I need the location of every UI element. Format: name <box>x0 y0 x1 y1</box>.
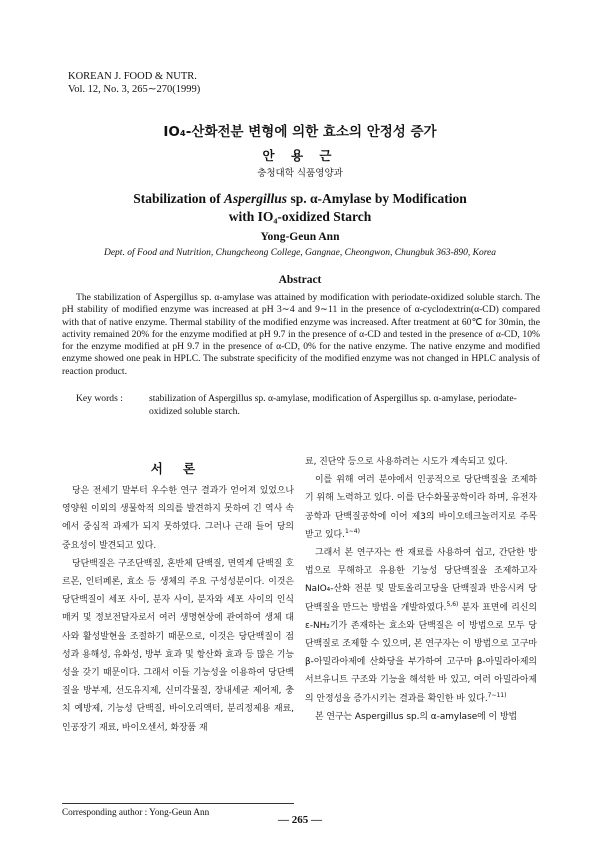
english-affiliation: Dept. of Food and Nutrition, Chungcheong College, Gangnae, Cheongwon, Chungbuk 363-890, Korea <box>103 248 497 258</box>
abstract-heading: Abstract <box>278 274 322 286</box>
intro-paragraph-3-text: 이를 위해 여러 분야에서 인공적으로 당단백질을 조제하기 위해 노력하고 있다. 이를 단수화물공학이라 하며, 유전자공학과 단백질공학에 이어 제3의 바이오테크놀러지로 주목받고 있다. <box>305 475 537 540</box>
korean-affiliation: 충청대학 식품영양과 <box>257 168 343 179</box>
english-title-part1: Stabilization of <box>133 191 225 206</box>
korean-title: IO₄-산화전분 변형에 의한 효소의 안정성 증가 <box>163 124 437 140</box>
reference-marker: 7∼11) <box>487 691 507 699</box>
intro-paragraph-4-text-b: 분자 표면에 리신의 ε-NH₂기가 존재하는 효소와 단백질은 이 방법으로 모두 당단백질로 조제할 수 있으며, 본 연구자는 이 방법으로 고구마 β-아밀라아제에 산화당을 부가하여 고구마 β-아밀라아제의 서브유니트 구조와 기능을 해석한 바 있고, 여러 아밀라아제의 안정성을 증가시키는 결과를 확인한 바 있다. <box>305 602 537 704</box>
corresponding-author: Corresponding author : Yong-Geun Ann <box>62 807 210 817</box>
right-column <box>305 453 537 726</box>
korean-author: 안 용 근 <box>262 148 338 163</box>
english-author: Yong-Geun Ann <box>260 231 340 243</box>
english-title-part2: sp. α-Amylase by Modification <box>287 191 467 206</box>
intro-paragraph-2: 당단백질은 구조단백질, 혼반체 단백질, 면역계 단백질 호르몬, 인터페론, 효소 등 생체의 주요 구성성분이다. 이것은 당단백질이 세포 사이, 분자 사이, 분자와 세포 사이의 인식매커 및 정보전달자로서 여러 생명현상에 관여하여 생체 대사와 활성발현을 조절하기 때문으로, 이것은 당단백질이 점성과 용해성, 유화성, 방부 효과 및 항산화 효과 등 많은 기능성을 갖기 때문이다. 그래서 이들 기능성을 이용하여 당단백질을 방부제, 선도유지제, 신미각물질, 장내세균 제어제, 충치 예방제, 기능성 단백질, 바이오리액터, 분리정제용 재료, 인공장기 재료, 바이오센서, 화장품 재 <box>62 558 294 733</box>
english-title-genus: Aspergillus <box>224 191 288 206</box>
reference-marker: 5,6) <box>446 600 459 608</box>
journal-volume: Vol. 12, No. 3, 265∼270(1999) <box>68 84 201 95</box>
intro-paragraph-3 <box>305 471 537 544</box>
reference-marker: 1∼4) <box>344 527 360 535</box>
footnote-divider <box>62 803 294 804</box>
abstract-text: The stabilization of Aspergillus sp. α-amylase was attained by modification with periodate-oxidized soluble starch. The pH stability of modified enzyme was increased at pH 3∼4 and 9∼11 in the presence of α-cyclodextrin(α-CD) compared with that of native enzyme. Thermal stability of the modified enzyme was increased. After treatment at 60℃ for 30min, the activity remained 20% for the enzyme modified at pH 9.7 in the presence of α-CD and tested in the presence of α-CD, 10% for the enzyme modified at pH 9.7 in the presence of α-CD, 0% for the native enzyme. The native enzyme and modified enzyme showed one peak in HPLC. The substrate specificity of the modified enzyme was not changed in HPLC analysis of reaction product. <box>62 292 540 377</box>
intro-paragraph-1: 당은 전세기 말부터 우수한 연구 결과가 얻어져 있었으나 영양원 이외의 생물학적 의의를 발견하지 못하여 긴 역사 속에서 중심적 과제가 되지 못하였다. 그러나 근래 들어 당의 중요성이 발견되고 있다. <box>62 486 294 551</box>
english-title-line2: with IO₄-oxidized Starch <box>228 209 372 224</box>
intro-paragraph-2-continued: 료, 진단약 등으로 사용하려는 시도가 계속되고 있다. <box>305 457 508 467</box>
section-heading-introduction: 서 론 <box>150 461 204 476</box>
intro-paragraph-4 <box>305 544 537 708</box>
journal-citation <box>68 70 200 96</box>
keywords-text: stabilization of Aspergillus sp. α-amylase, modification of Aspergillus sp. α-amylase, periodate-oxidized soluble starch. <box>149 393 517 417</box>
left-column <box>62 482 294 737</box>
keywords <box>76 392 540 418</box>
intro-paragraph-4-text-a: 그래서 본 연구자는 싼 재료를 사용하여 쉽고, 간단한 방법으로 무해하고 유용한 기능성 당단백질을 조제하고자 NaIO₄-산화 전분 및 말토올리고당을 단백질과 반응시켜 당단백질을 만드는 방법을 개발하였다. <box>305 548 537 613</box>
english-title <box>0 190 600 226</box>
intro-paragraph-5: 본 연구는 Aspergillus sp.의 α-amylase에 이 방법 <box>315 711 518 722</box>
abstract-body <box>62 292 540 378</box>
journal-name: KOREAN J. FOOD & NUTR. <box>68 71 197 82</box>
keywords-label: Key words : <box>76 393 123 404</box>
page-number: — 265 — <box>278 814 322 826</box>
